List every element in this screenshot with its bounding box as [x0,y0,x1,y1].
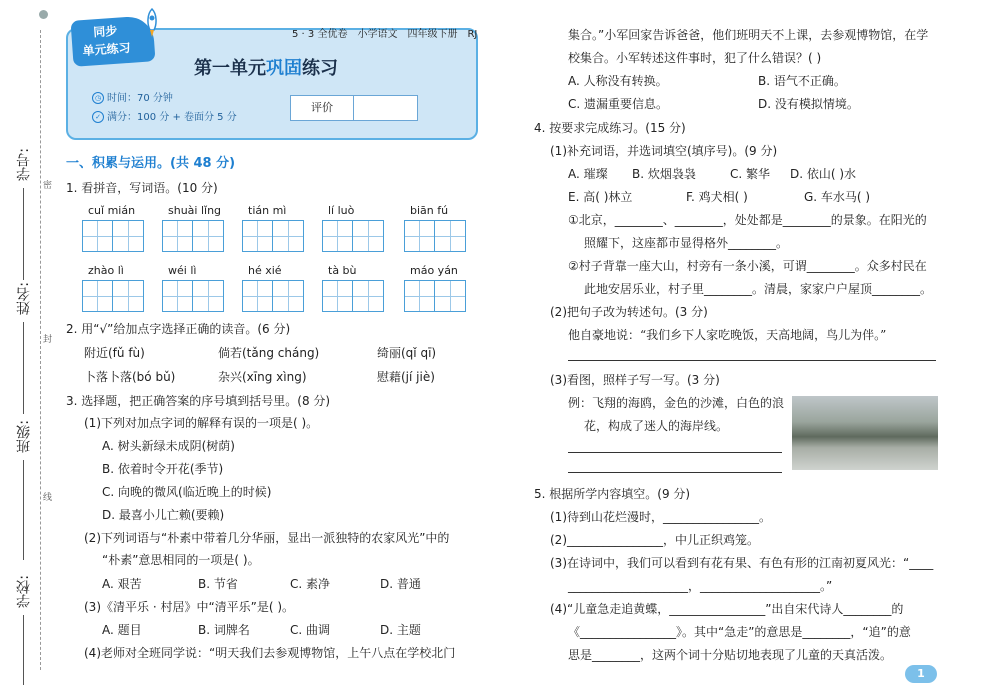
q3-4-option: B. 语气不正确。 [758,74,846,88]
q3-4-stem: (4)老师对全班同学说：“明天我们去参观博物馆，上午八点在学校北门 [84,646,456,660]
q3-3-option: D. 主题 [380,623,421,637]
evaluation-box: 评价 [290,95,418,121]
q4-2-sentence: 他自豪地说：“我们乡下人家吃晚饭，天高地阔，鸟儿为伴。” [568,328,887,342]
pinyin-label: wéi lì [168,264,197,277]
q2-title: 2. 用“√”给加点字选择正确的读音。(6 分) [66,322,291,336]
character-writing-box[interactable] [322,220,384,252]
character-writing-box[interactable] [82,220,144,252]
q4-1-word: A. 璀璨 [568,167,608,181]
page-title: 第一单元巩固练习 [194,58,338,79]
school-line [23,615,24,685]
q4-1-sentence: ②村子背靠一座大山，村旁有一条小溪，可谓________。众多村民在 [568,259,927,273]
q4-3-example: 例：飞翔的海鸥，金色的沙滩，白色的浪 [568,396,785,410]
q3-title: 3. 选择题，把正确答案的序号填到括号里。(8 分) [66,394,331,408]
q5-1: (1)待到山花烂漫时，________________。 [550,510,771,524]
student-name-label: 姓名: [16,282,32,315]
q4-1-word: F. 鸡犬相( ) [686,190,748,204]
q4-1-word: E. 高( )林立 [568,190,633,204]
strip-mi: 密 [43,181,53,191]
clock-icon: ◷ [92,92,104,104]
check-icon: ✓ [92,111,104,123]
strip-feng: 封 [43,335,53,345]
character-writing-box[interactable] [242,220,304,252]
book-series: 5 · 3 全优卷 小学语文 四年级下册 RJ [292,29,478,40]
exam-score: ✓ 满分：100 分 + 卷面分 5 分 [92,110,237,126]
section-1-heading: 一、积累与运用。(共 48 分) [66,156,236,171]
q4-3-example: 花，构成了迷人的海岸线。 [584,419,729,433]
q2-item: 卜落卜落(bó bǔ) [84,370,176,384]
student-number-line [23,188,24,280]
q3-1-option: D. 最喜小儿亡赖(要赖) [102,508,225,522]
q5-title: 5. 根据所学内容填空。(9 分) [534,487,691,501]
q3-3-option: B. 词牌名 [198,623,250,637]
q4-1-word: B. 炊烟袅袅 [632,167,696,181]
binding-dashed-line [40,30,41,670]
character-writing-box[interactable] [162,220,224,252]
q3-2-option: C. 素净 [290,577,331,591]
q3-2-stem: (2)下列词语与“朴素中带着几分华丽，显出一派独特的农家风光”中的 [84,531,450,545]
q4-3-answer-line [568,452,782,453]
q3-3-option: A. 题目 [102,623,142,637]
q4-1-word: C. 繁华 [730,167,771,181]
class-label: 班级: [16,420,32,453]
q3-4-option: C. 遗漏重要信息。 [568,97,669,111]
pinyin-label: hé xié [248,264,282,277]
q4-1-word: D. 依山( )水 [790,167,857,181]
student-number-label: 学号: [16,148,32,181]
q2-item: 附近(fǔ fù) [84,346,145,360]
q3-3-option: C. 曲调 [290,623,331,637]
q3-1-stem: (1)下列对加点字词的解释有误的一项是( )。 [84,416,319,430]
q3-4-stem-cont: 集合。”小军回家告诉爸爸，他们班明天不上课，去参观博物馆，在学 [568,28,929,42]
q4-title: 4. 按要求完成练习。(15 分) [534,121,686,135]
sync-unit-badge: 同步 单元练习 [70,15,155,67]
q3-2-stem-cont: “朴素”意思相同的一项是( )。 [102,553,260,567]
q3-3-stem: (3)《清平乐 · 村居》中“清平乐”是( )。 [84,600,295,614]
pinyin-label: cuǐ mián [88,204,136,217]
q5-4-cont: 思是________，这两个词十分贴切地表现了儿童的天真活泼。 [568,648,893,662]
q5-4: (4)“儿童急走追黄蝶，________________”出自宋代诗人________的 [550,602,904,616]
q4-1-sentence: 此地安居乐业，村子里________。清晨，家家户户屋顶________。 [584,282,933,296]
q4-1-sentence: ①北京，________、________，处处都是________的景象。在阳光的 [568,213,927,227]
q5-4-cont: 《________________》。其中“急走”的意思是________，“追”的意 [568,625,911,639]
exam-time: ◷ 时间：70 分钟 [92,91,173,107]
pinyin-label: zhào lì [88,264,124,277]
pinyin-label: máo yán [410,264,458,277]
student-name-line [23,322,24,414]
school-label: 学校: [16,575,32,608]
rocket-icon [142,8,162,38]
pinyin-label: tà bù [328,264,357,277]
q2-item: 杂兴(xīng xìng) [218,370,307,384]
q4-3-stem: (3)看图，照样子写一写。(3 分) [550,373,720,387]
q4-3-answer-line [568,472,782,473]
q3-4-option: A. 人称没有转换。 [568,74,668,88]
q1-title: 1. 看拼音，写词语。(10 分) [66,181,218,195]
character-writing-box[interactable] [404,280,466,312]
character-writing-box[interactable] [162,280,224,312]
q3-2-option: B. 节省 [198,577,238,591]
q3-4-stem-cont: 校集合。小军转述这件事时，犯了什么错误？( ) [568,51,822,65]
q3-2-option: A. 艰苦 [102,577,142,591]
q2-item: 慰藉(jí jiè) [377,370,435,384]
q2-item: 绮丽(qǐ qī) [377,346,437,360]
pinyin-label: tián mì [248,204,287,217]
q4-1-sentence: 照耀下，这座都市显得格外________。 [584,236,789,250]
character-writing-box[interactable] [404,220,466,252]
pinyin-label: lí luò [328,204,355,217]
character-writing-box[interactable] [242,280,304,312]
character-writing-box[interactable] [82,280,144,312]
q4-2-answer-line [568,360,936,361]
q3-1-option: A. 树头新绿未成阴(树荫) [102,439,235,453]
seashore-photo [792,396,938,470]
q5-3-cont: ____________________，____________________。” [568,579,833,593]
strip-xian: 线 [43,493,53,503]
q3-1-option: B. 依着时令开花(季节) [102,462,224,476]
q4-1-word: G. 车水马( ) [804,190,871,204]
class-line [23,460,24,560]
q2-item: 倘若(tǎng cháng) [218,346,320,360]
page-number: 1 [905,665,937,683]
pinyin-label: shuài lǐng [168,204,222,217]
q4-1-stem: (1)补充词语，并选词填空(填序号)。(9 分) [550,144,778,158]
binding-circle [39,10,48,19]
character-writing-box[interactable] [322,280,384,312]
q5-3: (3)在诗词中，我们可以看到有花有果、有色有形的江南初夏风光：“____ [550,556,934,570]
pinyin-label: biān fú [410,204,449,217]
q5-2: (2)________________，中儿正织鸡笼。 [550,533,759,547]
q3-4-option: D. 没有模拟情境。 [758,97,859,111]
q3-1-option: C. 向晚的微风(临近晚上的时候) [102,485,272,499]
q4-2-stem: (2)把句子改为转述句。(3 分) [550,305,708,319]
q3-2-option: D. 普通 [380,577,421,591]
